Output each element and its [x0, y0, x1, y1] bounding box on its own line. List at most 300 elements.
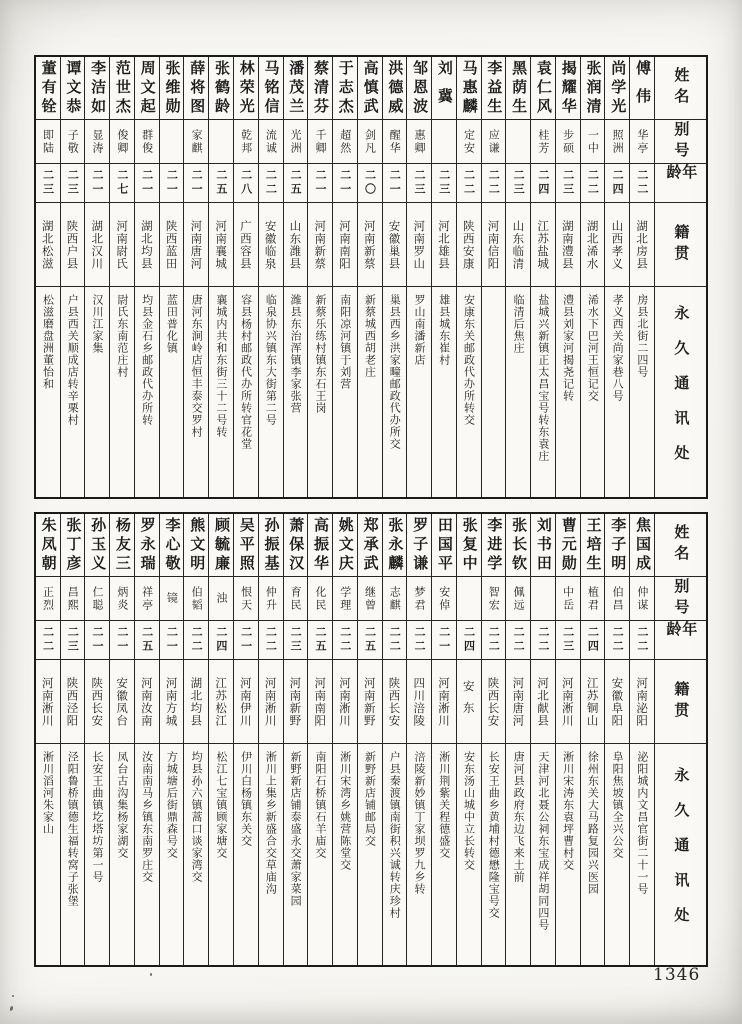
person-byname: 智宏 [487, 585, 501, 612]
byname-cell [482, 119, 506, 163]
entry-column [505, 514, 530, 965]
person-age: 二一 [140, 169, 154, 197]
entry-column [604, 514, 629, 965]
person-address: 临泉协兴镇东大街第二号 [264, 294, 278, 426]
byname-cell [36, 119, 60, 163]
person-native-place: 陕西蓝田 [164, 219, 179, 270]
person-address: 南阳凉河镇于刘营 [338, 294, 352, 390]
person-byname: 植君 [586, 585, 600, 612]
person-native-place: 河南新蔡 [362, 219, 377, 270]
person-byname: 流诚 [264, 128, 278, 155]
person-address: 雄县城东崔村 [437, 294, 451, 366]
person-address: 汝南南马乡镇东南罗庄交 [140, 751, 154, 883]
address-cell [160, 743, 184, 965]
age-cell [556, 163, 580, 202]
person-byname: 群俊 [140, 128, 154, 155]
person-native-place: 江苏松江 [214, 676, 229, 727]
entry-column [332, 514, 357, 965]
person-address: 泌阳城内文昌官街二十一号 [635, 751, 649, 895]
name-cell [184, 57, 208, 119]
header-address-cell [655, 286, 706, 497]
entry-column [109, 514, 134, 965]
person-native-place: 陕西安康 [461, 219, 476, 270]
name-cell [432, 57, 456, 119]
person-name: 高振华 [312, 516, 331, 574]
byname-cell [85, 576, 109, 620]
person-native-place: 河南淅川 [40, 676, 55, 727]
address-cell [259, 286, 283, 497]
person-age: 二五 [363, 626, 377, 654]
person-name: 孙玉义 [89, 516, 108, 574]
native-place-cell [358, 659, 382, 743]
address-cell [407, 286, 431, 497]
entry-column [283, 57, 308, 497]
address-cell [61, 743, 85, 965]
age-cell [135, 620, 159, 659]
person-address: 临清后焦庄 [512, 294, 526, 354]
entry-column [481, 514, 506, 965]
address-cell [506, 743, 530, 965]
person-byname: 乾邦 [239, 128, 253, 155]
person-address: 新野新店铺邮局交 [363, 751, 377, 847]
name-cell [407, 514, 431, 576]
person-native-place: 河南新野 [288, 676, 303, 727]
name-cell [209, 514, 233, 576]
person-native-place: 河南方城 [164, 676, 179, 727]
person-name: 黑荫生 [510, 59, 529, 117]
name-cell [333, 514, 357, 576]
age-cell [135, 163, 159, 202]
header-byname-cell [655, 576, 706, 620]
person-age: 二二 [635, 626, 649, 654]
person-native-place: 河南新蔡 [313, 219, 328, 270]
age-cell [358, 620, 382, 659]
person-byname: 伯昌 [611, 585, 625, 612]
person-address: 松滋磨盘洲董怡和 [41, 294, 55, 390]
person-address: 淅川宋湾乡姚营陈堂交 [338, 751, 352, 871]
address-cell [308, 286, 332, 497]
entry-column [431, 514, 456, 965]
age-cell [581, 620, 605, 659]
person-address: 户县西关顺成店转辛栗村 [66, 294, 80, 426]
person-byname: 祥亭 [140, 585, 154, 612]
name-cell [234, 514, 258, 576]
person-native-place: 江苏铜山 [585, 676, 600, 727]
person-byname: 千卿 [313, 128, 327, 155]
person-address: 淅川荆紫关程德盛交 [437, 751, 451, 859]
person-byname: 志麒 [388, 585, 402, 612]
header-name-label: 姓名 [672, 67, 691, 109]
header-column [654, 57, 706, 497]
header-age-label: 年龄 [664, 621, 699, 642]
entry-column [530, 514, 555, 965]
person-native-place: 河南新野 [362, 676, 377, 727]
native-place-cell [184, 659, 208, 743]
name-cell [457, 514, 481, 576]
name-cell [160, 514, 184, 576]
person-address: 尉氏东南范庄村 [115, 294, 129, 378]
person-address: 澧县刘家河揭尧记转 [561, 294, 575, 402]
person-byname: 昌熙 [66, 585, 80, 612]
person-name: 朱凤朝 [39, 516, 58, 574]
person-native-place: 河南唐河 [189, 219, 204, 270]
native-place-cell [135, 659, 159, 743]
native-place-cell [135, 202, 159, 286]
byname-cell [432, 576, 456, 620]
byname-cell [531, 576, 555, 620]
age-cell [184, 620, 208, 659]
entry-column [357, 514, 382, 965]
person-name: 曹元勋 [559, 516, 578, 574]
address-cell [184, 286, 208, 497]
person-byname: 中岳 [561, 585, 575, 612]
entry-column [382, 57, 407, 497]
person-age: 二八 [239, 169, 253, 197]
header-address-cell [655, 743, 706, 965]
person-native-place: 安徽巢县 [387, 219, 402, 270]
byname-cell [605, 119, 629, 163]
entry-column [406, 514, 431, 965]
byname-cell [308, 119, 332, 163]
person-address: 均县孙六镇蒿口谈家湾交 [190, 751, 204, 883]
person-native-place: 河南罗山 [412, 219, 427, 270]
person-address: 户县秦渡镇南街积兴诚转庆珍村 [388, 751, 402, 919]
byname-cell [506, 119, 530, 163]
entry-column [456, 514, 481, 965]
person-native-place: 山西孝义 [610, 219, 625, 270]
person-byname: 即陆 [41, 128, 55, 155]
person-name: 傅伟 [633, 60, 652, 116]
person-name: 张长钦 [510, 516, 529, 574]
address-cell [333, 286, 357, 497]
native-place-cell [605, 659, 629, 743]
byname-cell [333, 119, 357, 163]
address-cell [135, 743, 159, 965]
age-cell [234, 620, 258, 659]
name-cell [383, 514, 407, 576]
person-name: 王培生 [584, 516, 603, 574]
address-cell [209, 743, 233, 965]
age-cell [160, 163, 184, 202]
byname-cell [234, 576, 258, 620]
person-byname: 俊卿 [115, 128, 129, 155]
byname-cell [407, 119, 431, 163]
entry-column [208, 57, 233, 497]
address-cell [135, 286, 159, 497]
address-cell [556, 743, 580, 965]
byname-cell [531, 119, 555, 163]
person-age: 二三 [512, 169, 526, 197]
person-address: 巢县西乡洪家疃邮政代办所交 [388, 294, 402, 450]
entry-column [481, 57, 506, 497]
person-native-place: 湖北房县 [635, 219, 650, 270]
byname-cell [630, 119, 654, 163]
entry-column [382, 514, 407, 965]
byname-cell [605, 576, 629, 620]
name-cell [61, 514, 85, 576]
person-name: 李子明 [609, 516, 628, 574]
person-name: 杨友三 [113, 516, 132, 574]
person-native-place: 河南泌阳 [635, 676, 650, 727]
address-cell [506, 286, 530, 497]
native-place-cell [506, 202, 530, 286]
age-cell [457, 163, 481, 202]
person-age: 二一 [165, 626, 179, 654]
name-cell [110, 57, 134, 119]
entry-column [159, 514, 184, 965]
native-place-cell [556, 202, 580, 286]
native-place-cell [36, 202, 60, 286]
entry-column [258, 514, 283, 965]
person-age: 二二 [41, 626, 55, 654]
entry-column [60, 57, 85, 497]
person-age: 二三 [66, 169, 80, 197]
person-address: 蓝田普化镇 [165, 294, 179, 354]
native-place-cell [581, 659, 605, 743]
person-age: 二二 [190, 626, 204, 654]
native-place-cell [407, 202, 431, 286]
header-age-cell [655, 163, 706, 202]
person-byname: 仲升 [264, 585, 278, 612]
person-native-place: 河南南阳 [313, 676, 328, 727]
person-age: 二一 [190, 169, 204, 197]
name-cell [506, 57, 530, 119]
address-cell [482, 743, 506, 965]
header-byname-cell [655, 119, 706, 163]
age-cell [36, 163, 60, 202]
age-cell [605, 620, 629, 659]
person-native-place: 江苏盐城 [536, 219, 551, 270]
person-age: 二二 [338, 626, 352, 654]
person-byname: 育民 [289, 585, 303, 612]
entry-column [307, 514, 332, 965]
address-cell [581, 743, 605, 965]
person-native-place: 山东潍县 [288, 219, 303, 270]
name-cell [284, 514, 308, 576]
person-byname: 佩远 [512, 585, 526, 612]
native-place-cell [556, 659, 580, 743]
age-cell [308, 620, 332, 659]
byname-cell [358, 576, 382, 620]
person-name: 张丁彦 [64, 516, 83, 574]
person-address: 浠水下巴河王恒记交 [586, 294, 600, 402]
header-age-label: 年龄 [664, 164, 699, 185]
person-address: 容县杨村邮政代办所转官花堂 [239, 294, 253, 450]
person-byname: 显涛 [91, 128, 105, 155]
address-cell [457, 286, 481, 497]
person-age: 二三 [413, 169, 426, 197]
person-byname: 华亭 [635, 128, 649, 155]
person-name: 董有铨 [39, 59, 58, 117]
person-address: 方城塘后街鼎森号交 [165, 751, 179, 859]
person-name: 李洁如 [89, 59, 108, 117]
entry-column [629, 57, 654, 497]
person-native-place: 湖北汉川 [90, 219, 105, 270]
age-cell [531, 620, 555, 659]
address-cell [36, 286, 60, 497]
person-address: 长安王曲乡黄埔村德懋隆宝号交 [487, 751, 501, 919]
name-cell [531, 57, 555, 119]
name-cell [259, 514, 283, 576]
person-byname: 镜 [165, 592, 179, 605]
name-cell [160, 57, 184, 119]
byname-cell [160, 576, 184, 620]
age-cell [581, 163, 605, 202]
native-place-cell [333, 659, 357, 743]
native-place-cell [482, 659, 506, 743]
person-age: 二三 [561, 169, 575, 197]
person-name: 孙振基 [262, 516, 281, 574]
name-cell [630, 57, 654, 119]
person-name: 谭文恭 [64, 59, 83, 117]
native-place-cell [209, 202, 233, 286]
person-address: 汉川江家集 [91, 294, 105, 354]
directory-table-top [34, 55, 708, 499]
address-cell [407, 743, 431, 965]
age-cell [160, 620, 184, 659]
person-address: 松江七宝镇顾家塘交 [214, 751, 228, 859]
header-name-cell [655, 57, 706, 119]
byname-cell [506, 576, 530, 620]
person-name: 李心敬 [163, 516, 182, 574]
person-byname: 正烈 [41, 585, 55, 612]
person-native-place: 河南南阳 [337, 219, 352, 270]
person-address: 安东汤山城中立长转交 [462, 751, 476, 871]
person-native-place: 广西容县 [238, 219, 253, 270]
age-cell [482, 620, 506, 659]
entry-column [530, 57, 555, 497]
person-native-place: 陕西长安 [387, 676, 402, 727]
person-byname: 照洲 [611, 128, 625, 155]
page-number: 1346 [653, 965, 701, 985]
name-cell [308, 514, 332, 576]
age-cell [110, 163, 134, 202]
address-cell [556, 286, 580, 497]
native-place-cell [284, 202, 308, 286]
person-address: 房县北街二四号 [635, 294, 649, 378]
person-age: 二四 [611, 169, 625, 197]
person-name: 郑承武 [361, 516, 380, 574]
native-place-cell [85, 202, 109, 286]
person-native-place: 湖北均县 [139, 219, 154, 270]
person-age: 二一 [91, 626, 105, 654]
entry-column [60, 514, 85, 965]
person-name: 邹恩波 [411, 59, 430, 117]
name-cell [85, 57, 109, 119]
name-cell [36, 57, 60, 119]
entry-column [555, 514, 580, 965]
header-name-label: 姓名 [672, 524, 691, 566]
person-name: 顾毓廉 [212, 516, 231, 574]
native-place-cell [457, 659, 481, 743]
name-cell [556, 57, 580, 119]
byname-cell [457, 576, 481, 620]
person-age: 二四 [536, 169, 550, 197]
byname-cell [581, 576, 605, 620]
person-address: 淅川上集乡新盛合交草庙沟 [264, 751, 278, 895]
byname-cell [556, 119, 580, 163]
address-cell [333, 743, 357, 965]
person-age: 二二 [264, 626, 278, 654]
native-place-cell [432, 659, 456, 743]
byname-cell [457, 119, 481, 163]
person-name: 田国平 [435, 516, 454, 574]
native-place-cell [457, 202, 481, 286]
person-name: 高慎武 [361, 59, 380, 117]
age-cell [308, 163, 332, 202]
entry-column [604, 57, 629, 497]
byname-cell [110, 119, 134, 163]
age-cell [531, 163, 555, 202]
name-cell [581, 514, 605, 576]
byname-cell [630, 576, 654, 620]
address-cell [432, 286, 456, 497]
address-cell [630, 286, 654, 497]
person-byname: 桂芳 [536, 128, 550, 155]
entry-column [307, 57, 332, 497]
address-cell [234, 743, 258, 965]
native-place-cell [630, 202, 654, 286]
name-cell [605, 57, 629, 119]
person-byname: 应谦 [487, 128, 501, 155]
person-name: 罗子谦 [411, 516, 430, 574]
person-age: 二二 [264, 169, 278, 197]
address-cell [184, 743, 208, 965]
byname-cell [36, 576, 60, 620]
byname-cell [407, 576, 431, 620]
entry-column [84, 57, 109, 497]
person-byname: 炳炎 [115, 585, 129, 612]
person-native-place: 河南伊川 [238, 676, 253, 727]
entry-column [84, 514, 109, 965]
person-native-place: 安徽临泉 [263, 219, 278, 270]
name-cell [407, 57, 431, 119]
person-name: 焦国成 [633, 516, 652, 574]
age-cell [383, 163, 407, 202]
address-cell [383, 286, 407, 497]
byname-cell [383, 119, 407, 163]
entry-column [159, 57, 184, 497]
person-age: 二二 [512, 626, 526, 654]
person-address: 泾阳鲁桥镇德生福转窝子张堡 [66, 751, 80, 907]
person-native-place: 安东 [461, 680, 476, 723]
address-cell [630, 743, 654, 965]
scan-speckle [9, 1006, 14, 1012]
person-address: 新野新店铺泰盛永交萧家菜园 [289, 751, 303, 907]
native-place-cell [110, 202, 134, 286]
address-cell [605, 743, 629, 965]
age-cell [358, 163, 382, 202]
name-cell [61, 57, 85, 119]
address-cell [482, 286, 506, 497]
name-cell [581, 57, 605, 119]
entry-column [580, 514, 605, 965]
person-byname: 仁聪 [91, 585, 105, 612]
person-age: 二三 [437, 169, 451, 197]
header-address-label: 永久通讯处 [672, 304, 691, 480]
person-native-place: 河南唐河 [511, 676, 526, 727]
person-byname: 步硕 [561, 128, 575, 155]
person-byname: 超然 [338, 128, 352, 155]
person-name: 罗永瑞 [138, 516, 157, 574]
entry-column [629, 514, 654, 965]
person-byname: 家麒 [190, 128, 204, 155]
age-cell [61, 620, 85, 659]
person-byname: 子敬 [66, 128, 80, 155]
address-cell [110, 286, 134, 497]
header-native-cell [655, 202, 706, 286]
person-name: 范世杰 [113, 59, 132, 117]
